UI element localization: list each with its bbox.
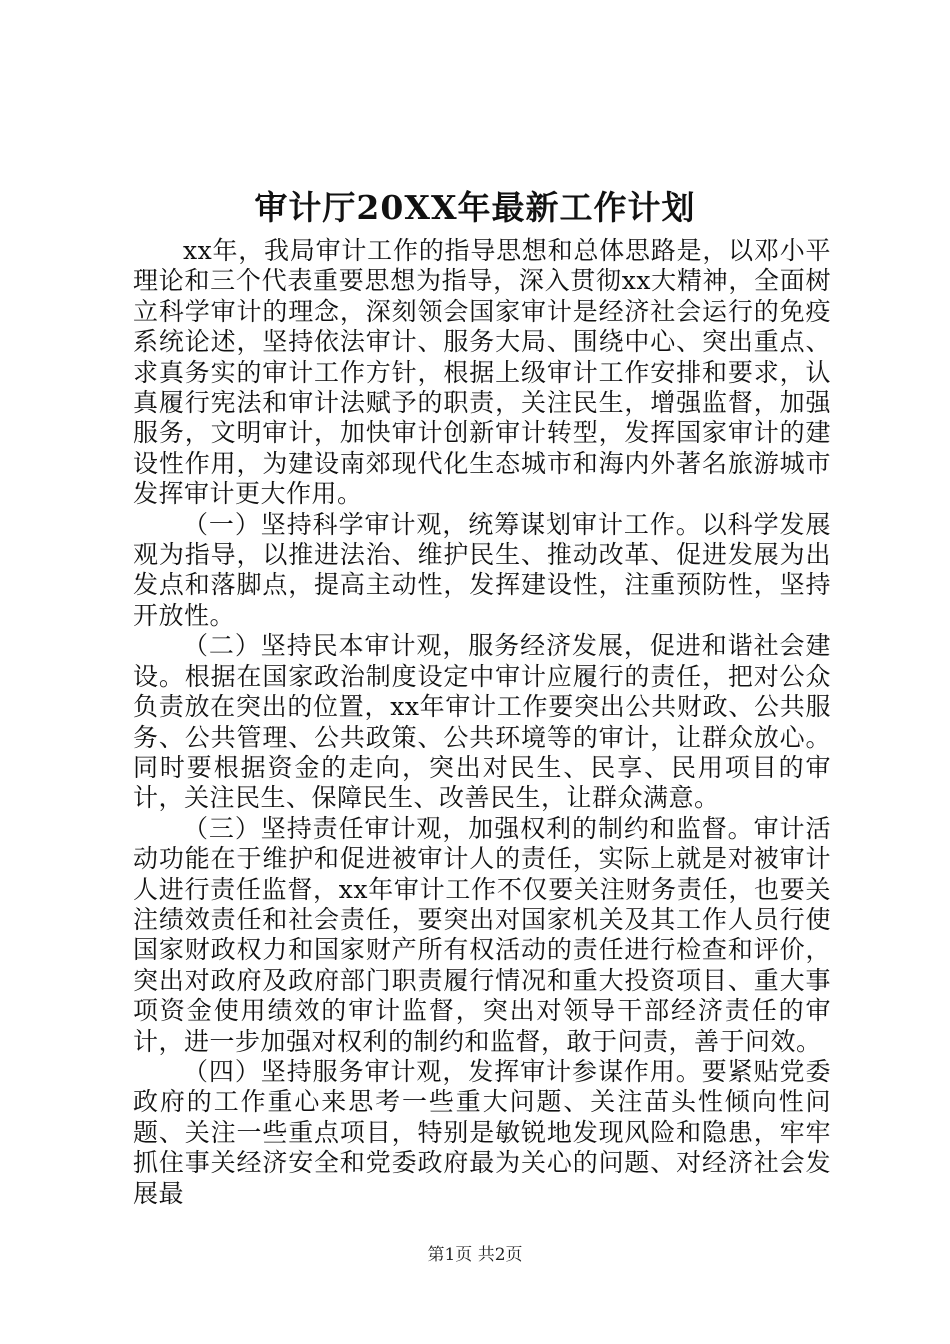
paragraph-section-1: （一）坚持科学审计观，统筹谋划审计工作。以科学发展观为指导，以推进法治、维护民生、推动改革、促进发展为出发点和落脚点，提高主动性，发挥建设性，注重预防性，坚持开放性。	[133, 509, 831, 630]
paragraph-section-3: （三）坚持责任审计观，加强权利的制约和监督。审计活动功能在于维护和促进被审计人的责任，实际上就是对被审计人进行责任监督，xx年审计工作不仅要关注财务责任，也要关注绩效责任和社会责任，要突出对国家机关及其工作人员行使国家财政权力和国家财产所有权活动的责任进行检查和评价，突出对政府及政府部门职责履行情况和重大投资项目、重大事项资金使用绩效的审计监督，突出对领导干部经济责任的审计，进一步加强对权利的制约和监督，敢于问责，善于问效。	[133, 813, 831, 1056]
page-number-footer: 第1页 共2页	[427, 1245, 523, 1265]
paragraph-intro: xx年，我局审计工作的指导思想和总体思路是，以邓小平理论和三个代表重要思想为指导，深入贯彻xx大精神，全面树立科学审计的理念，深刻领会国家审计是经济社会运行的免疫系统论述，坚持依法审计、服务大局、围绕中心、突出重点、求真务实的审计工作方针，根据上级审计工作安排和要求，认真履行宪法和审计法赋予的职责，关注民生，增强监督，加强服务，文明审计，加快审计创新审计转型，发挥国家审计的建设性作用，为建设南郊现代化生态城市和海内外著名旅游城市发挥审计更大作用。	[133, 236, 831, 509]
paragraph-section-2: （二）坚持民本审计观，服务经济发展，促进和谐社会建设。根据在国家政治制度设定中审计应履行的责任，把对公众负责放在突出的位置，xx年审计工作要突出公共财政、公共服务、公共管理、公共政策、公共环境等的审计，让群众放心。同时要根据资金的走向，突出对民生、民享、民用项目的审计，关注民生、保障民生、改善民生，让群众满意。	[133, 631, 831, 813]
paragraph-section-4: （四）坚持服务审计观，发挥审计参谋作用。要紧贴党委政府的工作重心来思考一些重大问题、关注苗头性倾向性问题、关注一些重点项目，特别是敏锐地发现风险和隐患，牢牢抓住事关经济安全和党委政府最为关心的问题、对经济社会发展最	[133, 1056, 831, 1208]
document-title: 审计厅20XX年最新工作计划	[254, 188, 696, 227]
document-body	[133, 236, 831, 1209]
